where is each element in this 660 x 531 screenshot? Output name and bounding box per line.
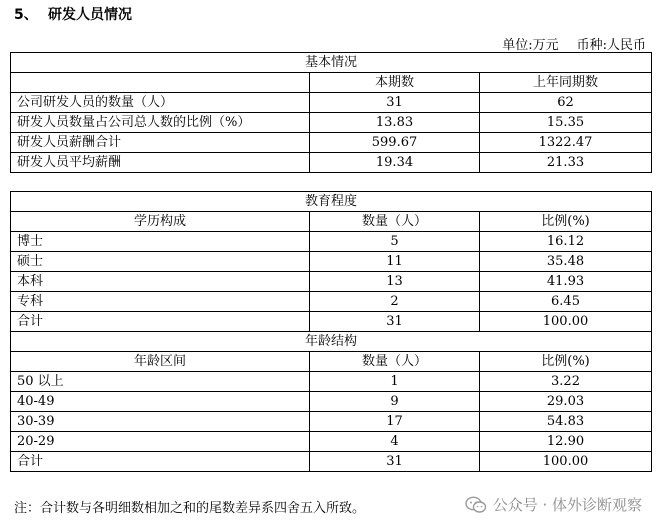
row-count: 9 bbox=[310, 392, 480, 412]
header-current: 本期数 bbox=[310, 73, 480, 93]
header-ratio: 比例(%) bbox=[480, 212, 652, 232]
table-row bbox=[11, 133, 652, 153]
table-row bbox=[11, 113, 652, 133]
row-ratio: 41.93 bbox=[480, 272, 652, 292]
section-heading bbox=[14, 4, 132, 24]
table-row bbox=[11, 372, 652, 392]
row-current: 19.34 bbox=[310, 153, 480, 173]
row-current: 599.67 bbox=[310, 133, 480, 153]
row-label: 40-49 bbox=[11, 392, 310, 412]
row-count: 1 bbox=[310, 372, 480, 392]
row-label: 研发人员平均薪酬 bbox=[11, 153, 310, 173]
table-row bbox=[11, 312, 652, 332]
row-ratio: 100.00 bbox=[480, 312, 652, 332]
section-number: 5、 bbox=[14, 7, 38, 23]
row-label: 30-39 bbox=[11, 412, 310, 432]
table-row bbox=[11, 272, 652, 292]
row-count: 31 bbox=[310, 452, 480, 472]
table-section-row bbox=[11, 332, 652, 352]
table-row bbox=[11, 292, 652, 312]
row-ratio: 16.12 bbox=[480, 232, 652, 252]
table-row bbox=[11, 392, 652, 412]
row-label: 合计 bbox=[11, 312, 310, 332]
footnote: 注：合计数与各明细数相加之和的尾数差异系四舍五入所致。 bbox=[14, 501, 366, 516]
table-section-row bbox=[11, 192, 652, 212]
section-label: 教育程度 bbox=[11, 192, 652, 212]
table-header-row bbox=[11, 352, 652, 372]
row-label: 20-29 bbox=[11, 432, 310, 452]
row-label: 研发人员数量占公司总人数的比例（%） bbox=[11, 113, 310, 133]
header-prior: 上年同期数 bbox=[480, 73, 652, 93]
row-label: 研发人员薪酬合计 bbox=[11, 133, 310, 153]
row-prior: 62 bbox=[480, 93, 652, 113]
table-row bbox=[11, 452, 652, 472]
header-count: 数量（人） bbox=[310, 352, 480, 372]
row-prior: 1322.47 bbox=[480, 133, 652, 153]
amount-unit: 单位:万元 bbox=[502, 38, 559, 53]
row-label: 合计 bbox=[11, 452, 310, 472]
table-row bbox=[11, 412, 652, 432]
unit-line bbox=[502, 34, 646, 53]
table-row bbox=[11, 252, 652, 272]
row-label: 50 以上 bbox=[11, 372, 310, 392]
row-ratio: 100.00 bbox=[480, 452, 652, 472]
basic-info-table bbox=[10, 52, 652, 173]
header-category: 学历构成 bbox=[11, 212, 310, 232]
section-label: 年龄结构 bbox=[11, 332, 652, 352]
row-label: 本科 bbox=[11, 272, 310, 292]
section-label: 基本情况 bbox=[11, 53, 652, 73]
row-count: 11 bbox=[310, 252, 480, 272]
header-count: 数量（人） bbox=[310, 212, 480, 232]
row-current: 31 bbox=[310, 93, 480, 113]
table-header-row bbox=[11, 212, 652, 232]
row-label: 专科 bbox=[11, 292, 310, 312]
row-ratio: 12.90 bbox=[480, 432, 652, 452]
wechat-icon bbox=[465, 496, 487, 514]
header-category: 年龄区间 bbox=[11, 352, 310, 372]
section-title: 研发人员情况 bbox=[48, 7, 132, 23]
row-count: 2 bbox=[310, 292, 480, 312]
table-section-row bbox=[11, 53, 652, 73]
row-current: 13.83 bbox=[310, 113, 480, 133]
table-row bbox=[11, 432, 652, 452]
row-label: 硕士 bbox=[11, 252, 310, 272]
table-header-row bbox=[11, 73, 652, 93]
row-count: 31 bbox=[310, 312, 480, 332]
row-prior: 15.35 bbox=[480, 113, 652, 133]
row-count: 4 bbox=[310, 432, 480, 452]
row-ratio: 35.48 bbox=[480, 252, 652, 272]
row-ratio: 54.83 bbox=[480, 412, 652, 432]
row-label: 博士 bbox=[11, 232, 310, 252]
row-count: 17 bbox=[310, 412, 480, 432]
table-row bbox=[11, 153, 652, 173]
row-label: 公司研发人员的数量（人） bbox=[11, 93, 310, 113]
currency-unit: 币种:人民币 bbox=[576, 38, 646, 53]
structure-table bbox=[10, 191, 652, 472]
row-prior: 21.33 bbox=[480, 153, 652, 173]
row-count: 13 bbox=[310, 272, 480, 292]
header-ratio: 比例(%) bbox=[480, 352, 652, 372]
header-cell-empty bbox=[11, 73, 310, 93]
table-row bbox=[11, 232, 652, 252]
row-ratio: 3.22 bbox=[480, 372, 652, 392]
row-count: 5 bbox=[310, 232, 480, 252]
row-ratio: 29.03 bbox=[480, 392, 652, 412]
watermark bbox=[465, 494, 642, 515]
watermark-text: 公众号 · 体外诊断观察 bbox=[492, 496, 642, 514]
table-row bbox=[11, 93, 652, 113]
row-ratio: 6.45 bbox=[480, 292, 652, 312]
